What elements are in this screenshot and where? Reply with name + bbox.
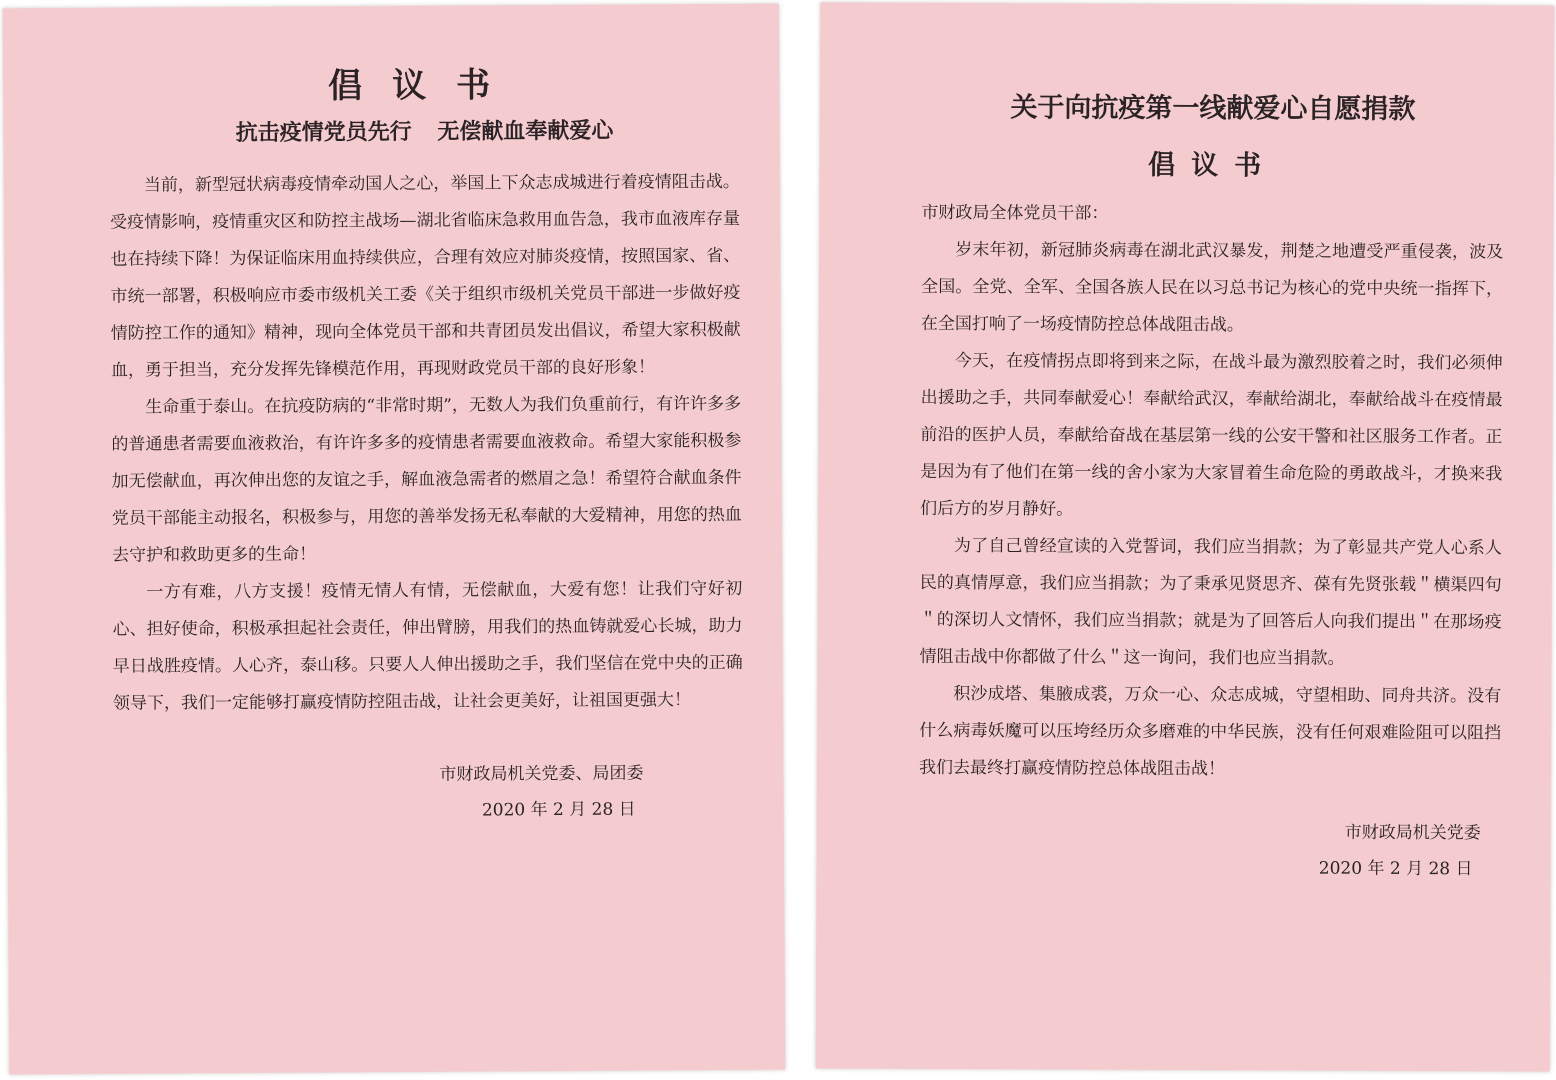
right-signature-block bbox=[918, 813, 1500, 888]
right-salutation: 市财政局全体党员干部： bbox=[921, 202, 1109, 224]
right-paragraph-1: 岁末年初，新冠肺炎病毒在湖北武汉暴发，荆楚之地遭受严重侵袭，波及全国。全党、全军、全国各族人民在以习总书记为核心的党中央统一指挥下，在全国打响了一场疫情防控总体战阻击战。 bbox=[920, 239, 1504, 336]
right-signature: 市财政局机关党委 bbox=[1344, 822, 1481, 844]
left-subtitle bbox=[109, 113, 739, 148]
right-paragraph-2: 今天，在疫情拐点即将到来之际，在战斗最为激烈胶着之时，我们必须伸出援助之手，共同奉献爱心！奉献给武汉，奉献给湖北，奉献给战斗在疫情最前沿的医护人员，奉献给奋战在基层第一线的公安干警和社区服务工作者。正是因为有了他们在第一线的舍小家为大家冒着生命危险的勇敢战斗，才换来我们后方的岁月静好。 bbox=[920, 350, 1503, 520]
left-subtitle-part1: 抗击疫情党员先行 bbox=[235, 118, 412, 146]
left-title: 倡议书 bbox=[328, 65, 521, 107]
left-signature-block bbox=[113, 755, 743, 831]
left-paragraph-2: 生命重于泰山。在抗疫防病的“非常时期”，无数人为我们负重前行，有许许多多的普通患者需要血液救治，有许许多多的疫情患者需要血液救命。希望大家能积极参加无偿献血，再次伸出您的友谊之手，解血液急需者的燃眉之急！希望符合献血条件党员干部能主动报名，积极参与，用您的善举发扬无私奉献的大爱精神，用您的热血去守护和救助更多的生命！ bbox=[111, 393, 742, 566]
right-proposal-sheet bbox=[816, 2, 1555, 1071]
left-paragraph-1: 当前，新型冠状病毒疫情牵动国人之心，举国上下众志成城进行着疫情阻击战。受疫情影响，疫情重灾区和防控主战场—湖北省临床急救用血告急，我市血液库存量也在持续下降！为保证临床用血持续供应，合理有效应对肺炎疫情，按照国家、省、市统一部署，积极响应市委市级机关工委《关于组织市级机关党员干部进一步做好疫情防控工作的通知》精神，现向全体党员干部和共青团员发出倡议，希望大家积极献血，勇于担当，充分发挥先锋模范作用，再现财政党员干部的良好形象！ bbox=[110, 171, 741, 381]
left-subtitle-part2: 无偿献血奉献爱心 bbox=[437, 117, 614, 145]
left-proposal-sheet bbox=[3, 4, 785, 1075]
right-date: 2020 年 2 月 28 日 bbox=[1318, 858, 1473, 880]
right-title-line1: 关于向抗疫第一线献爱心自愿捐款 bbox=[1010, 92, 1416, 126]
left-signature: 市财政局机关党委、局团委 bbox=[439, 763, 644, 785]
left-date: 2020 年 2 月 28 日 bbox=[481, 799, 636, 821]
right-title-line2: 倡议书 bbox=[1148, 149, 1278, 182]
right-paragraph-3: 为了自己曾经宣读的入党誓词，我们应当捐款；为了彰显共产党人心系人民的真情厚意，我们应当捐款；为了秉承见贤思齐、葆有先贤张载＂横渠四句＂的深切人文情怀，我们应当捐款；就是为了回答后人向我们提出＂在那场疫情阻击战中你都做了什么＂这一询问，我们也应当捐款。 bbox=[919, 535, 1502, 669]
left-paragraph-3: 一方有难，八方支援！疫情无情人有情，无偿献血，大爱有您！让我们守好初心、担好使命，积极承担起社会责任，伸出臂膀，用我们的热血铸就爱心长城，助力早日战胜疫情。人心齐，泰山移。只要人人伸出援助之手，我们坚信在党中央的正确领导下，我们一定能够打赢疫情防控阻击战，让社会更美好，让祖国更强大！ bbox=[112, 578, 743, 714]
right-paragraph-4: 积沙成塔、集腋成裘，万众一心、众志成城，守望相助、同舟共济。没有什么病毒妖魔可以压垮经历众多磨难的中华民族，没有任何艰难险阻可以阻挡我们去最终打赢疫情防控总体战阻击战！ bbox=[918, 683, 1502, 780]
